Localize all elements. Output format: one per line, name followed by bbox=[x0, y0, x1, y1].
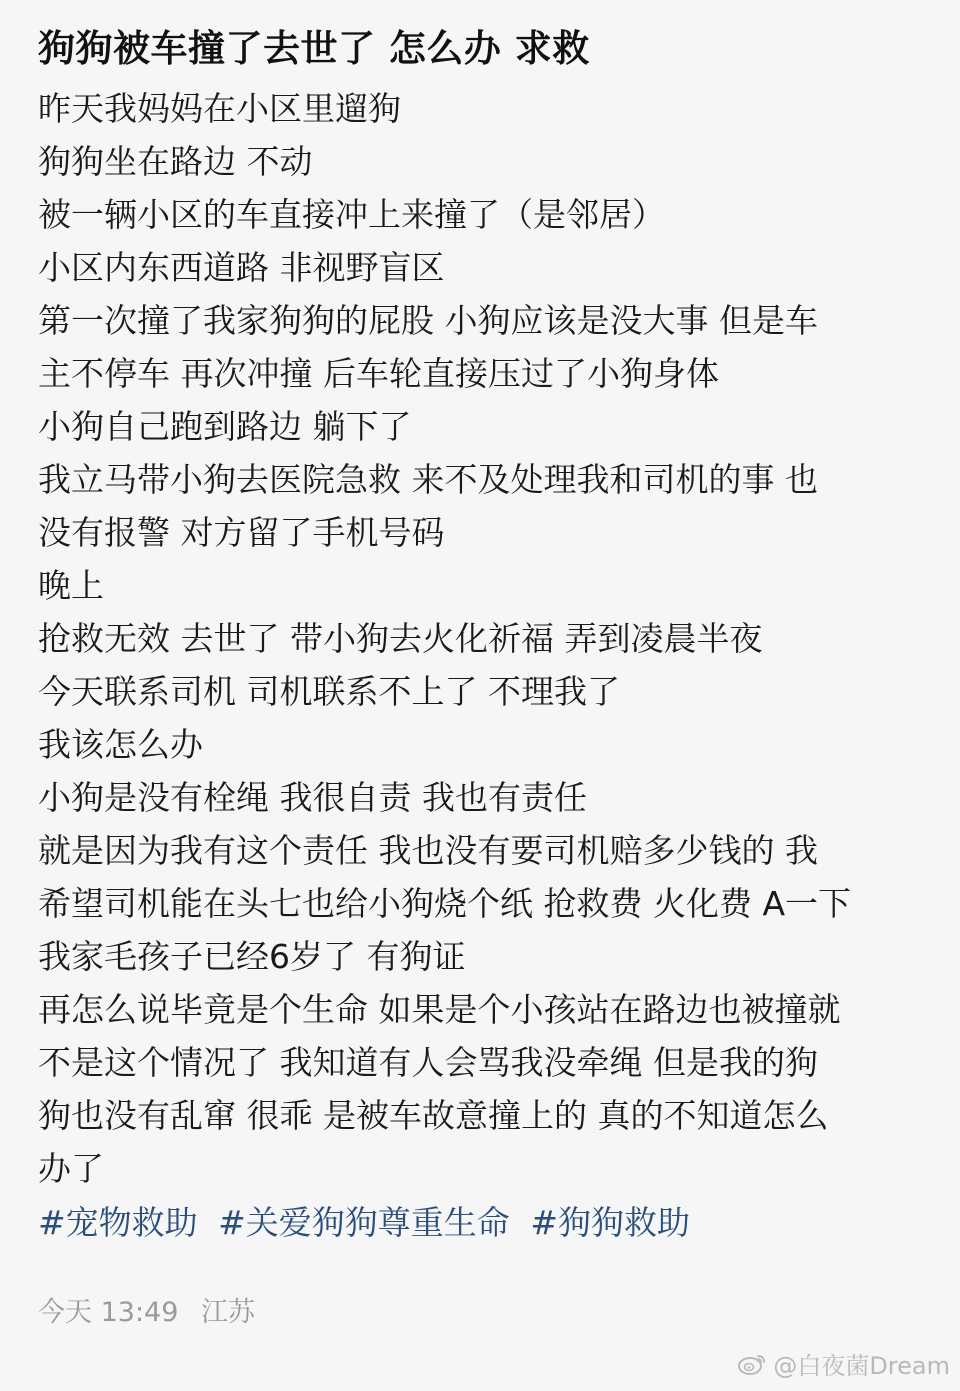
content-line: 小狗是没有栓绳 我很自责 我也有责任 bbox=[38, 778, 587, 817]
post-title: 狗狗被车撞了去世了 怎么办 求救 bbox=[38, 27, 590, 70]
watermark-text: @白夜菌Dream bbox=[773, 1352, 950, 1380]
content-line: 希望司机能在头七也给小狗烧个纸 抢救费 火化费 A一下 bbox=[38, 884, 852, 923]
content-line: 小区内东西道路 非视野盲区 bbox=[38, 248, 445, 287]
content-line: 第一次撞了我家狗狗的屁股 小狗应该是没大事 但是车 bbox=[38, 301, 818, 340]
content-line: 不是这个情况了 我知道有人会骂我没牵绳 但是我的狗 bbox=[38, 1043, 818, 1082]
content-line: 就是因为我有这个责任 我也没有要司机赔多少钱的 我 bbox=[38, 831, 818, 870]
content-line: 没有报警 对方留了手机号码 bbox=[38, 513, 445, 552]
hashtag-dog-rescue[interactable]: #狗狗救助 bbox=[530, 1203, 690, 1242]
content-line: 我该怎么办 bbox=[38, 725, 203, 764]
content-line: 今天联系司机 司机联系不上了 不理我了 bbox=[38, 672, 620, 711]
hashtag-list bbox=[38, 1195, 928, 1251]
hashtag-care-for-dogs[interactable]: #关爱狗狗尊重生命 bbox=[218, 1203, 510, 1242]
watermark bbox=[737, 1346, 950, 1381]
post-location: 江苏 bbox=[201, 1297, 255, 1328]
post-time: 今天 13:49 bbox=[38, 1297, 179, 1328]
content-line: 狗狗坐在路边 不动 bbox=[38, 142, 313, 181]
content-line: 办了 bbox=[38, 1149, 104, 1188]
post-meta bbox=[38, 1290, 269, 1329]
content-line: 主不停车 再次冲撞 后车轮直接压过了小狗身体 bbox=[38, 354, 719, 393]
content-line: 晚上 bbox=[38, 566, 104, 605]
post bbox=[38, 22, 928, 1251]
content-line: 抢救无效 去世了 带小狗去火化祈福 弄到凌晨半夜 bbox=[38, 619, 763, 658]
content-line: 狗也没有乱窜 很乖 是被车故意撞上的 真的不知道怎么 bbox=[38, 1096, 829, 1135]
content-line: 被一辆小区的车直接冲上来撞了（是邻居） bbox=[38, 195, 665, 234]
content-line: 我立马带小狗去医院急救 来不及处理我和司机的事 也 bbox=[38, 460, 818, 499]
weibo-icon bbox=[737, 1353, 767, 1375]
content-line: 我家毛孩子已经6岁了 有狗证 bbox=[38, 937, 466, 976]
post-content bbox=[38, 82, 928, 1195]
content-line: 昨天我妈妈在小区里遛狗 bbox=[38, 89, 401, 128]
content-line: 小狗自己跑到路边 躺下了 bbox=[38, 407, 412, 446]
hashtag-pet-rescue[interactable]: #宠物救助 bbox=[38, 1203, 198, 1242]
content-line: 再怎么说毕竟是个生命 如果是个小孩站在路边也被撞就 bbox=[38, 990, 841, 1029]
